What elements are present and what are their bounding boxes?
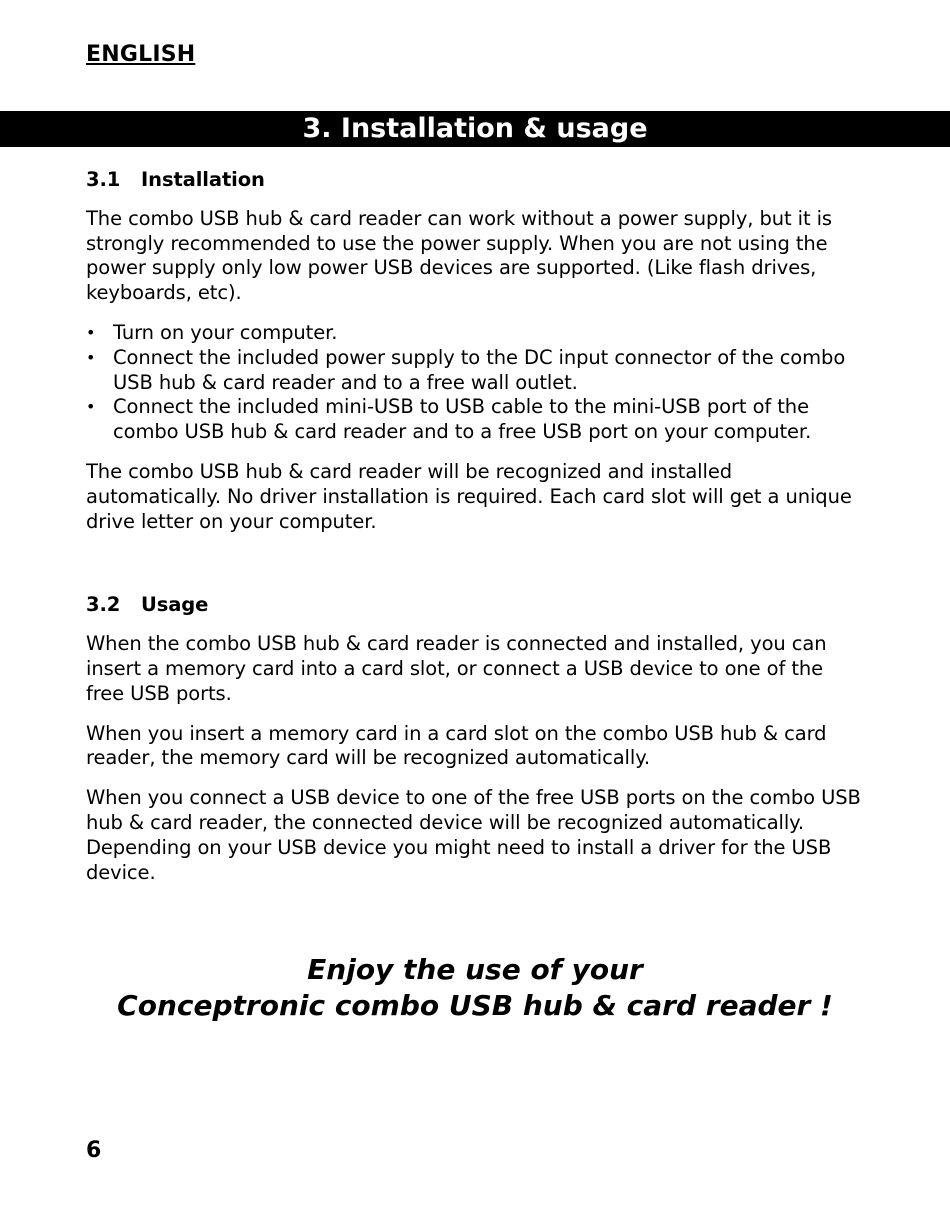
installation-heading: [86, 168, 866, 193]
page-number: 6: [86, 1138, 102, 1163]
closing-message: [0, 952, 950, 1024]
usage-paragraph: When you insert a memory card in a card slot on the combo USB hub & card reader, the memory card will be recognized automatically.: [86, 721, 827, 770]
list-item: [86, 321, 866, 346]
section-title: 3. Installation & usage: [0, 111, 950, 147]
list-item-text: Connect the included power supply to the DC input connector of the combo USB hub & card reader and to a free wall outlet.: [113, 345, 846, 394]
bullet-icon: •: [86, 397, 96, 417]
usage-paragraph: When you connect a USB device to one of the free USB ports on the combo USB hub & card reader, the connected device will be recognized automatically. Depending on your USB device you might need to install a driver for the USB device.: [86, 786, 861, 884]
bullet-icon: •: [86, 322, 96, 342]
installation-heading-title: Installation: [141, 168, 265, 191]
closing-line-1: Enjoy the use of your: [307, 953, 643, 986]
section-spacer: [86, 549, 866, 593]
usage-heading-number: 3.2: [86, 593, 121, 617]
installation-intro-paragraph: The combo USB hub & card reader can work without a power supply, but it is strongly recommended to use the power supply. When you are not using the power supply only low power USB devices are supported. (Like flash drives, keyboards, etc).: [86, 206, 832, 305]
installation-steps-list: [86, 321, 866, 445]
usage-heading-title: Usage: [141, 593, 209, 617]
list-item: [86, 395, 866, 445]
language-label: ENGLISH: [86, 42, 196, 67]
usage-paragraph: When the combo USB hub & card reader is connected and installed, you can insert a memory card into a card slot, or connect a USB device to one of the free USB ports.: [86, 632, 827, 705]
closing-line-2: Conceptronic combo USB hub & card reader !: [117, 989, 833, 1022]
installation-outro-paragraph: The combo USB hub & card reader will be recognized and installed automatically. No driver installation is required. Each card slot will get a unique drive letter on your computer.: [86, 459, 852, 533]
page-content: [86, 168, 866, 900]
bullet-icon: •: [86, 347, 96, 367]
installation-heading-number: 3.1: [86, 168, 121, 191]
list-item-text: Turn on your computer.: [113, 320, 338, 344]
list-item-text: Connect the included mini-USB to USB cable to the mini-USB port of the combo USB hub & card reader and to a free USB port on your computer.: [113, 395, 812, 444]
usage-heading: [86, 593, 866, 618]
list-item: [86, 346, 866, 396]
